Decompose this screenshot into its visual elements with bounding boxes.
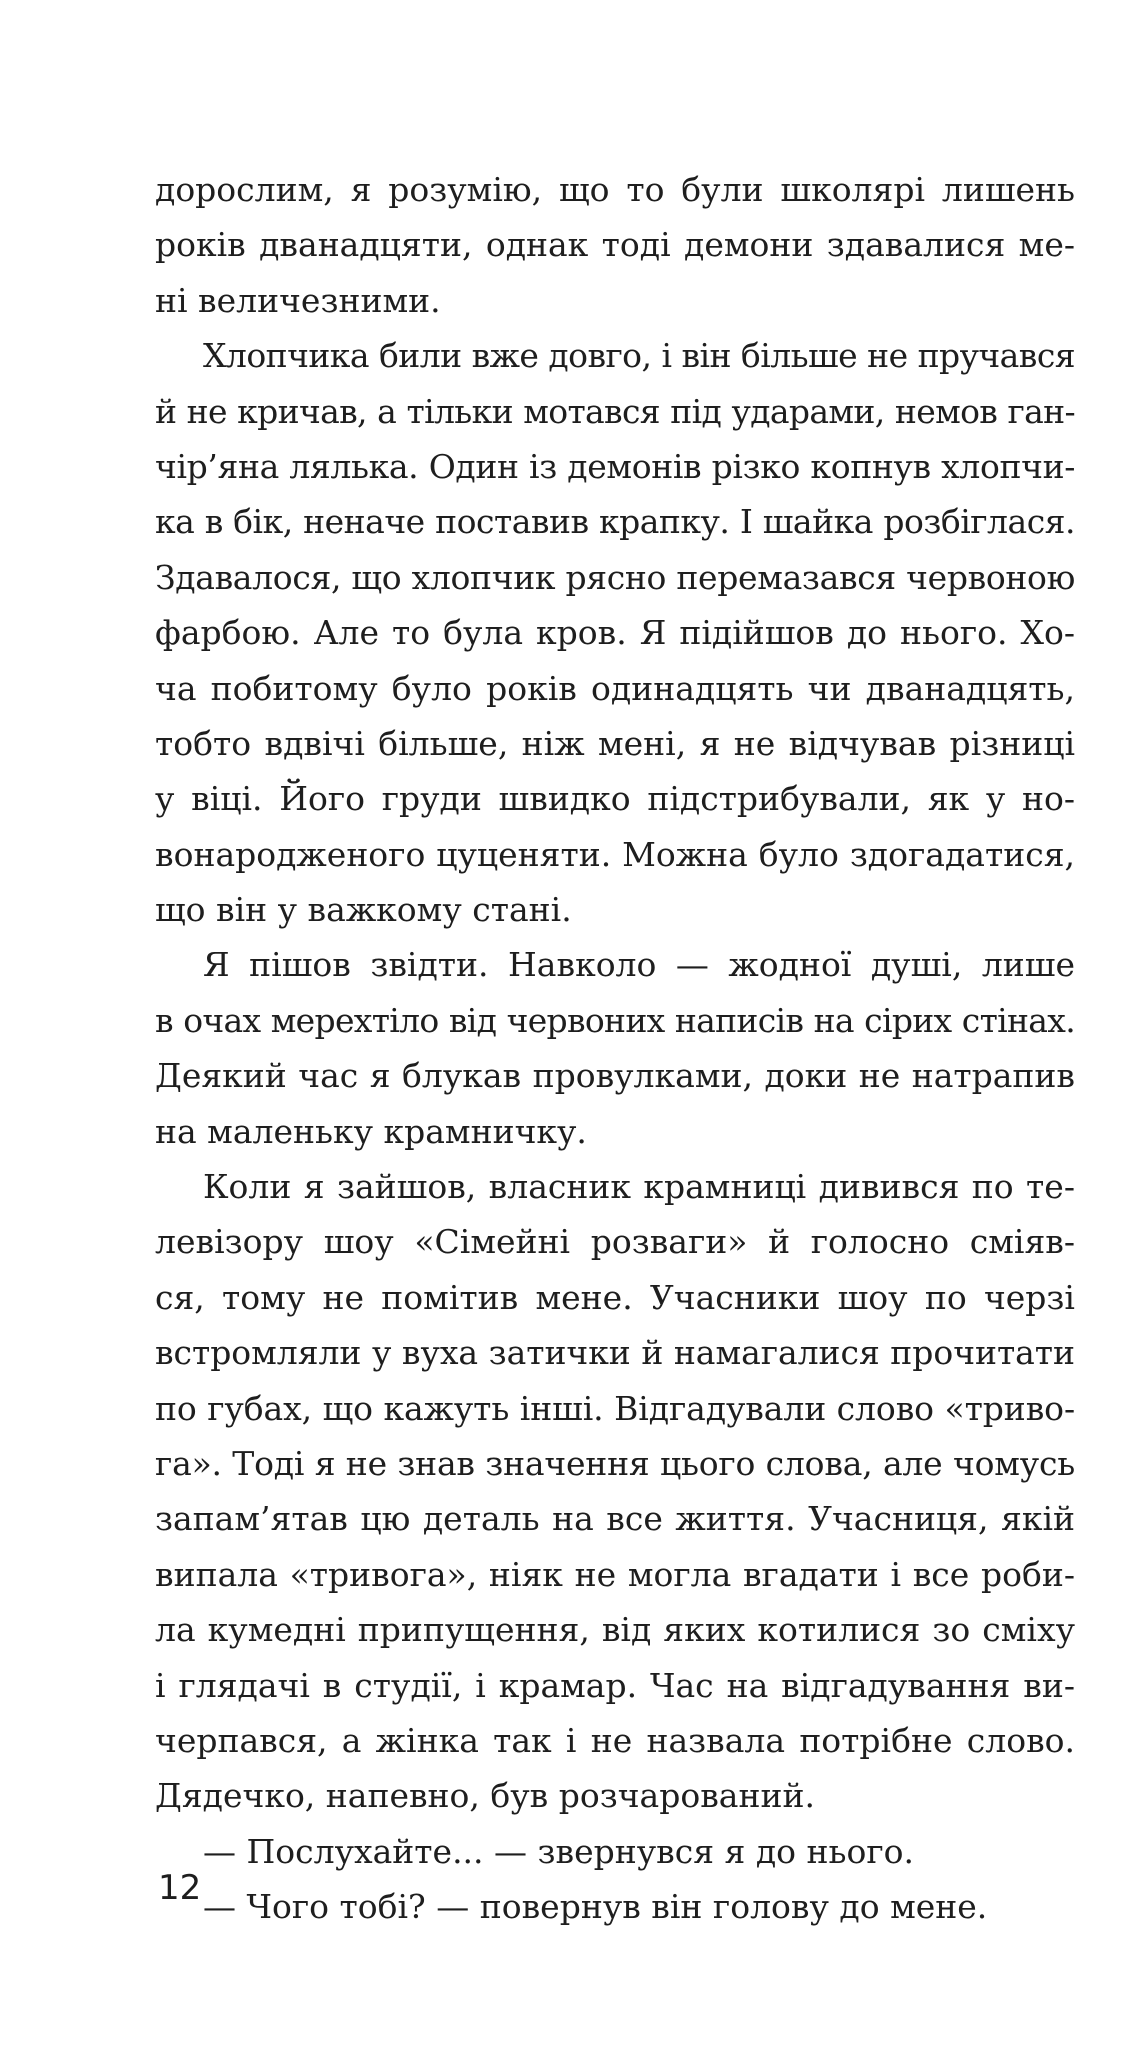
text-line: в очах мерехтіло від червоних написів на сірих стінах. [155, 1000, 1075, 1040]
text-line: ча побитому було років одинадцять чи дванадцять, [155, 668, 1075, 708]
text-line: що він у важкому стані. [155, 890, 572, 930]
text-line: Коли я зайшов, власник крамниці дивився по те- [203, 1167, 1075, 1207]
paragraph [155, 162, 1075, 328]
text-line: — Чого тобі? — повернув він голову до мене. [203, 1887, 988, 1927]
text-line: Хлопчика били вже довго, і він більше не пручався [203, 336, 1075, 376]
text-line: на маленьку крамничку. [155, 1111, 587, 1151]
text-line: черпався, а жінка так і не назвала потрібне слово. [155, 1720, 1075, 1760]
paragraph [155, 1159, 1075, 1824]
paragraph [155, 328, 1075, 937]
text-line: і глядачі в студії, і крамар. Час на відгадування ви- [155, 1665, 1075, 1705]
text-line: Деякий час я блукав провулками, доки не натрапив [155, 1056, 1075, 1096]
text-line: по губах, що кажуть інші. Відгадували слово «триво- [155, 1388, 1075, 1428]
text-line: ні величезними. [155, 280, 441, 320]
text-line: тобто вдвічі більше, ніж мені, я не відчував різниці [155, 723, 1075, 763]
text-line: ся, тому не помітив мене. Учасники шоу по черзі [155, 1277, 1075, 1317]
text-line: вонародженого цуценяти. Можна було здогадатися, [155, 834, 1075, 874]
paragraph [155, 1879, 1075, 1934]
text-line: встромляли у вуха затички й намагалися прочитати [155, 1333, 1075, 1373]
text-line: ка в бік, неначе поставив крапку. І шайка розбіглася. [155, 502, 1075, 542]
text-line: у віці. Його груди швидко підстрибували, як у но- [155, 779, 1075, 819]
text-line: запам’ятав цю деталь на все життя. Учасниця, якій [155, 1499, 1075, 1539]
paragraph [155, 937, 1075, 1159]
body-text [155, 162, 1075, 1935]
paragraph [155, 1824, 1075, 1879]
text-line: Дядечко, напевно, був розчарований. [155, 1776, 815, 1816]
text-line: й не кричав, а тільки мотався під ударами, немов ган- [155, 391, 1075, 431]
text-line: чір’яна лялька. Один із демонів різко копнув хлопчи- [155, 446, 1075, 486]
text-line: левізору шоу «Сімейні розваги» й голосно сміяв- [155, 1222, 1075, 1262]
text-line: дорослим, я розумію, що то були школярі лишень [155, 170, 1075, 209]
text-line: випала «тривога», ніяк не могла вгадати і все роби- [155, 1554, 1075, 1594]
text-line: Я пішов звідти. Навколо — жодної душі, лише [203, 945, 1075, 985]
text-line: фарбою. Але то була кров. Я підійшов до нього. Хо- [155, 613, 1075, 653]
page-number: 12 [158, 1868, 202, 1908]
text-line: років дванадцяти, однак тоді демони здавалися ме- [155, 225, 1075, 265]
text-line: — Послухайте... — звернувся я до нього. [203, 1831, 914, 1871]
text-line: Здавалося, що хлопчик рясно перемазався червоною [155, 557, 1075, 597]
text-line: га». Тоді я не знав значення цього слова, але чомусь [155, 1443, 1075, 1483]
text-line: ла кумедні припущення, від яких котилися зо сміху [155, 1610, 1075, 1650]
